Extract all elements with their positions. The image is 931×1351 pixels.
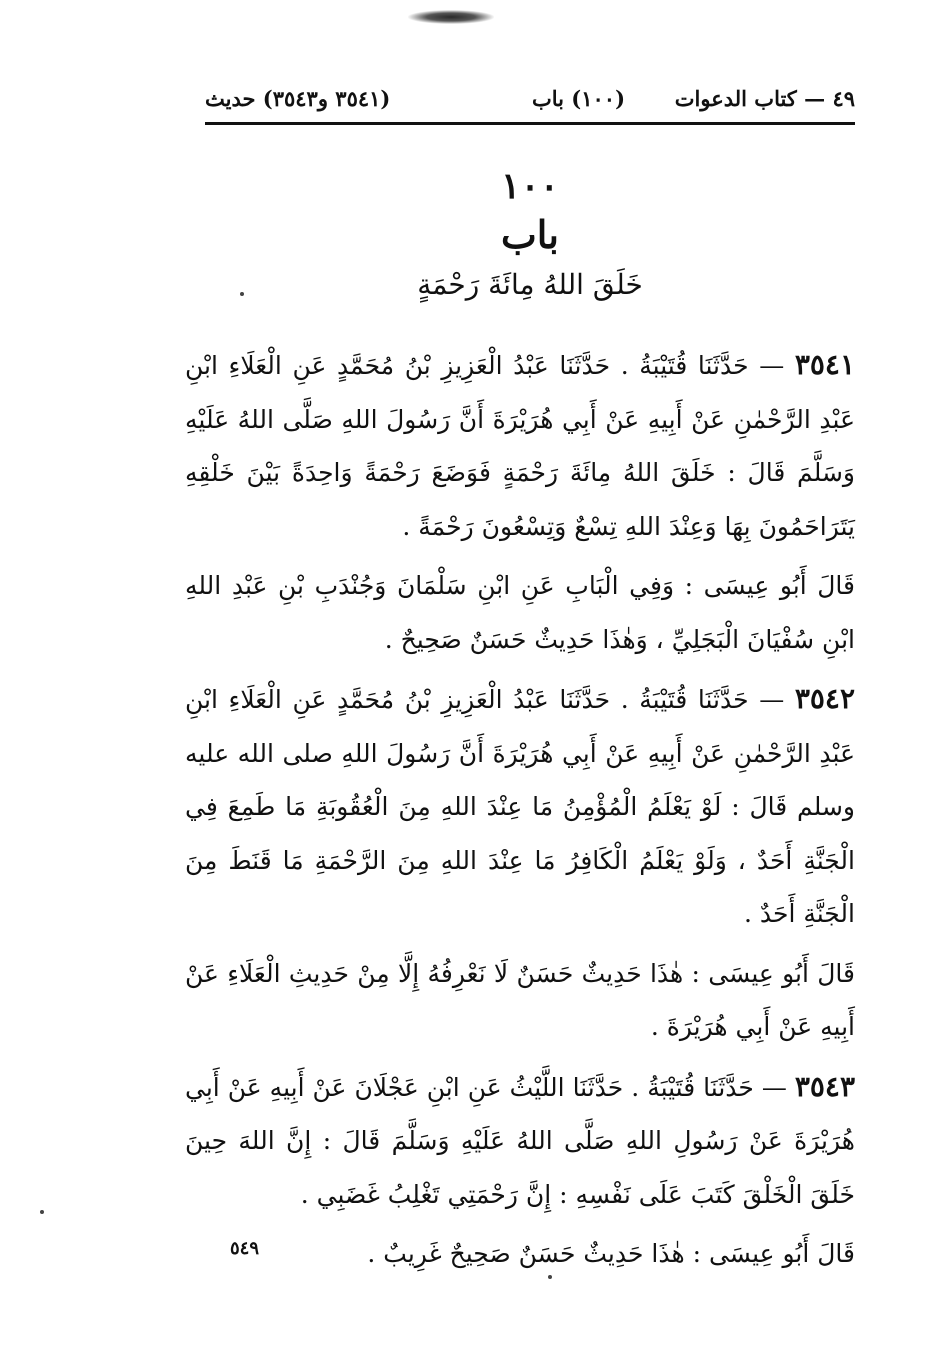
header-chapter: (١٠٠) باب [531,86,625,111]
hadith-text: — حَدَّثَنَا قُتَيْبَةُ . حَدَّثَنَا عَبْدُ الْعَزِيزِ بْنُ مُحَمَّدٍ عَنِ الْعَلَاءِ ابْنِ عَبْدِ الرَّحْمٰنِ عَنْ أَبِيهِ عَنْ أَبِي هُرَيْرَةَ أَنَّ رَسُولَ اللهِ صَلَّى اللهُ عَلَيْهِ وَسَلَّمَ قَالَ : خَلَقَ اللهُ مِائَةَ رَحْمَةٍ فَوَضَعَ رَحْمَةً وَاحِدَةً بَيْنَ خَلْقِهِ يَتَرَاحَمُونَ بِهَا وَعِنْدَ اللهِ تِسْعٌ وَتِسْعُونَ رَحْمَةً . [185,351,855,541]
page-number: ٥٤٩ [230,1238,260,1259]
speck [40,1210,44,1214]
speck [548,1275,552,1279]
ink-smudge [408,10,494,24]
chapter-subtitle: خَلَقَ اللهُ مِائَةَ رَحْمَةٍ [417,268,643,301]
chapter-title: باب [501,212,559,257]
running-header [205,78,855,120]
chapter-number: ١٠٠ [500,165,559,207]
header-book-title: ٤٩ — كتاب الدعوات [674,86,855,111]
header-rule [205,122,855,125]
speck [240,292,244,296]
hadith-body [185,338,855,1287]
hadith-text: — حَدَّثَنَا قُتَيْبَةُ . حَدَّثَنَا اللَّيْثُ عَنِ ابْنِ عَجْلَانَ عَنْ أَبِيهِ عَنْ أَبِي هُرَيْرَةَ عَنْ رَسُولِ اللهِ صَلَّى اللهُ عَلَيْهِ وَسَلَّمَ قَالَ : إِنَّ اللهَ حِينَ خَلَقَ الْخَلْقَ كَتَبَ عَلَى نَفْسِهِ : إِنَّ رَحْمَتِي تَغْلِبُ غَضَبِي . [185,1072,855,1209]
hadith-text: — حَدَّثَنَا قُتَيْبَةُ . حَدَّثَنَا عَبْدُ الْعَزِيزِ بْنُ مُحَمَّدٍ عَنِ الْعَلَاءِ ابْنِ عَبْدِ الرَّحْمٰنِ عَنْ أَبِيهِ عَنْ أَبِي هُرَيْرَةَ أَنَّ رَسُولَ اللهِ صلى الله عليه وسلم قَالَ : لَوْ يَعْلَمُ الْمُؤْمِنُ مَا عِنْدَ اللهِ مِنَ الْعُقُوبَةِ مَا طَمِعَ فِي الْجَنَّةِ أَحَدٌ ، وَلَوْ يَعْلَمُ الْكَافِرُ مَا عِنْدَ اللهِ مِنَ الرَّحْمَةِ مَا قَنَطَ مِنَ الْجَنَّةِ أَحَدٌ . [185,685,855,928]
header-hadith-range: (٣٥٤١ و٣٥٤٣) حديث [205,86,391,111]
hadith-comment: قَالَ أَبُو عِيسَى : هٰذَا حَدِيثٌ حَسَنٌ لَا نَعْرِفُهُ إِلَّا مِنْ حَدِيثِ الْعَلَاءِ عَنْ أَبِيهِ عَنْ أَبِي هُرَيْرَةَ . [185,958,855,1041]
hadith-paragraph [185,672,855,941]
hadith-comment: قَالَ أَبُو عِيسَى : وَفِي الْبَابِ عَنِ ابْنِ سَلْمَانَ وَجُنْدَبِ بْنِ عَبْدِ اللهِ ابْنِ سُفْيَانَ الْبَجَلِيِّ ، وَهٰذَا حَدِيثٌ حَسَنٌ صَحِيحٌ . [185,571,855,654]
hadith-number: ٣٥٤١ [794,348,855,381]
hadith-paragraph [185,338,855,553]
hadith-number: ٣٥٤٢ [794,682,855,715]
hadith-paragraph [185,1060,855,1222]
hadith-number: ٣٥٤٣ [794,1069,855,1103]
hadith-comment: قَالَ أَبُو عِيسَى : هٰذَا حَدِيثٌ حَسَنٌ صَحِيحٌ غَرِيبٌ . [367,1239,855,1268]
